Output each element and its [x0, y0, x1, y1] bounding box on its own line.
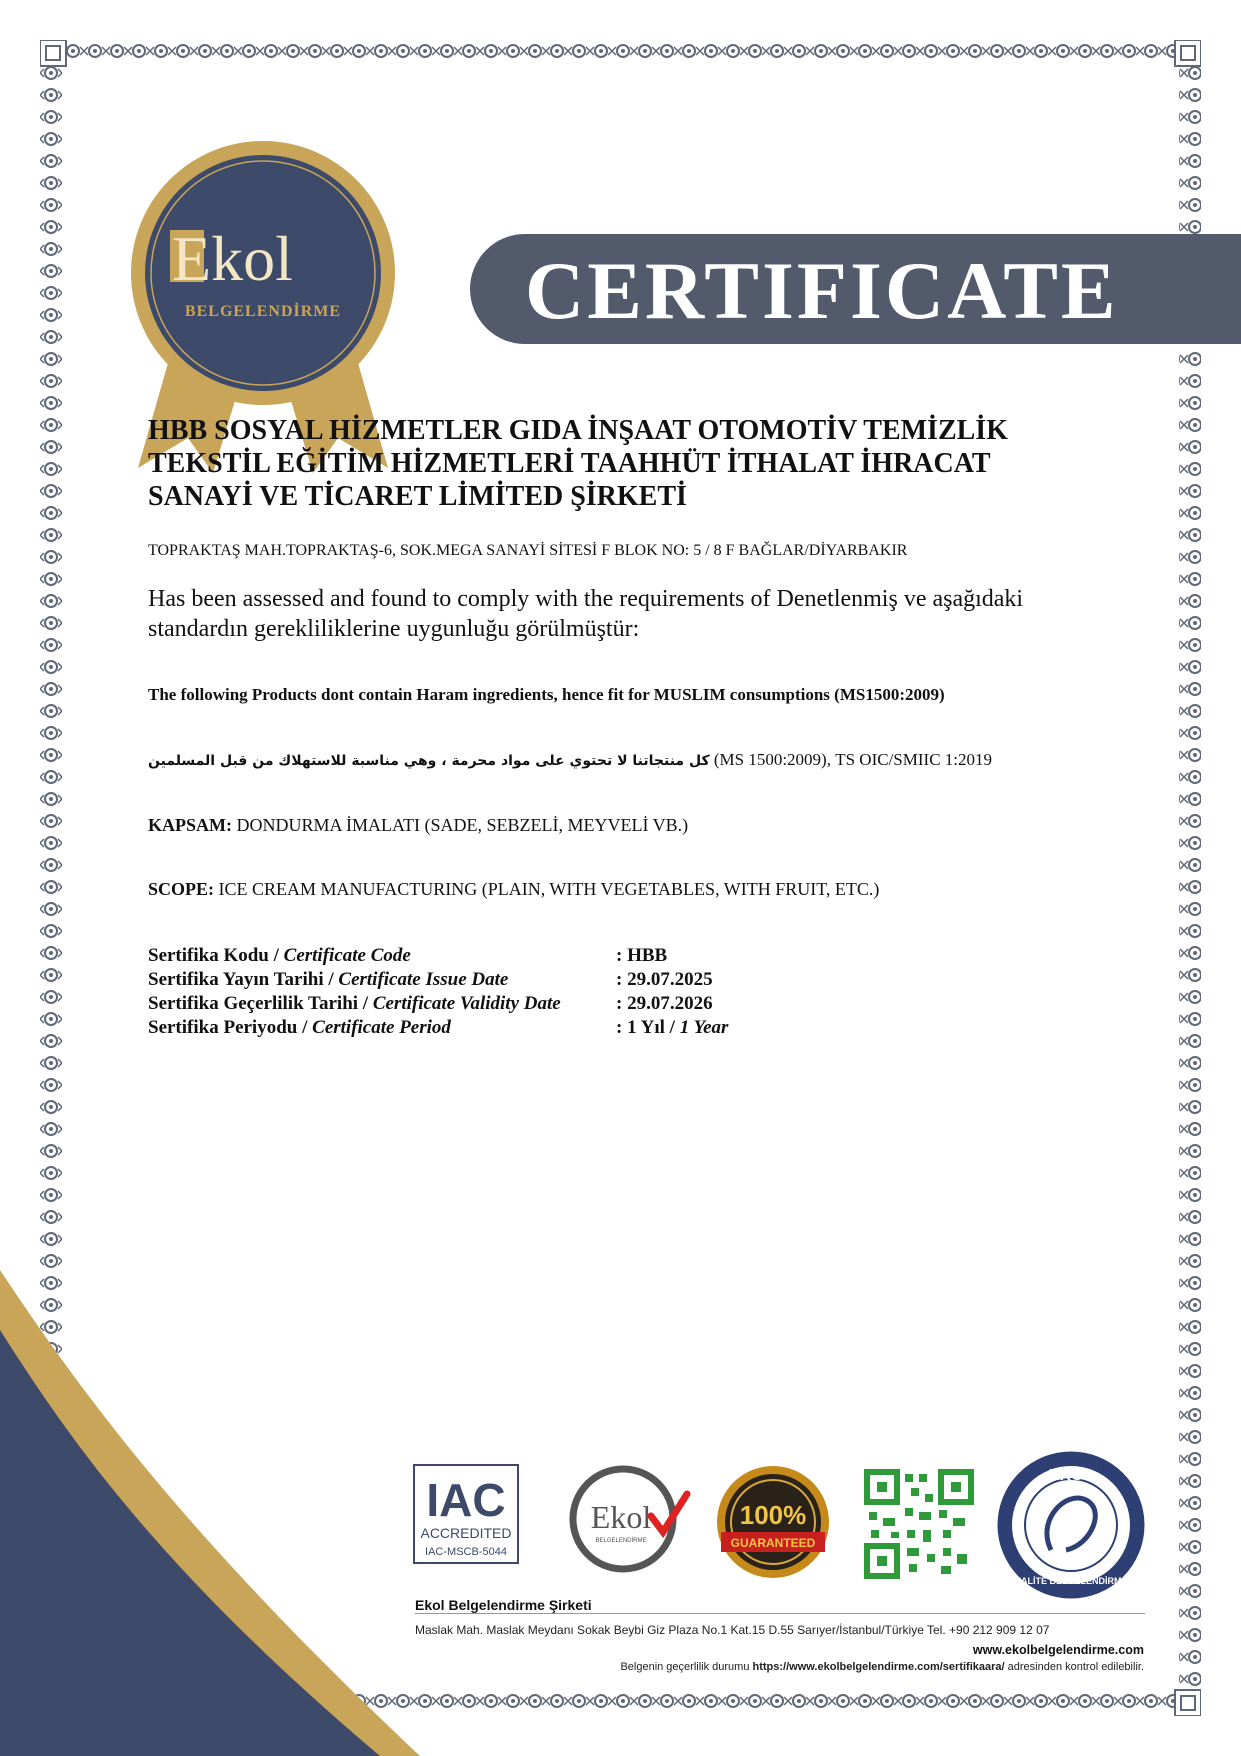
guarantee-label: GUARANTEED — [730, 1536, 816, 1550]
seal-logo-subtext: BELGELENDİRME — [184, 303, 342, 320]
certificate-title: CERTIFICATE — [525, 245, 1119, 336]
ekol-check-subtext: BELGELENDİRME — [595, 1538, 647, 1544]
detail-period-value-tr: : 1 Yıl / — [616, 1017, 680, 1038]
company-name: HBB SOSYAL HİZMETLER GIDA İNŞAAT OTOMOTİV TEMİZLİK TEKSTİL EĞİTİM HİZMETLERİ TAAHHÜT İTHALAT İHRACAT SANAYİ VE TİCARET LİMİTED ŞİRKETİ — [148, 415, 1008, 512]
scope-label: SCOPE: — [148, 879, 215, 899]
kalite-top-text: EKOL — [1048, 1467, 1094, 1484]
arabic-text: كل منتجاتنا لا تحتوي على مواد محرمة ، وهي مناسبة للاستهلاك من قبل المسلمين — [148, 753, 710, 769]
ekol-check-text: Ekol — [590, 1499, 652, 1535]
footer-address: Maslak Mah. Maslak Meydanı Sokak Beybi Giz Plaza No.1 Kat.15 D.55 Sarıyer/İstanbul/Türkiye Tel. +90 212 909 12 07 — [415, 1623, 1050, 1637]
detail-row-validity — [148, 992, 728, 1016]
arabic-statement — [148, 750, 992, 770]
standards-text: (MS 1500:2009), TS OIC/SMIIC 1:2019 — [713, 750, 993, 769]
iac-accredited-text: ACCREDITED — [420, 1525, 512, 1541]
kapsam-value: DONDURMA İMALATI (SADE, SEBZELİ, MEYVELİ VB.) — [236, 815, 689, 835]
kalite-belgelendirme-seal — [996, 1450, 1146, 1600]
guarantee-percent: 100% — [739, 1500, 807, 1530]
seal-logo-text: Ekol — [172, 223, 293, 294]
iac-number: IAC-MSCB-5044 — [425, 1546, 507, 1558]
kapsam-label: KAPSAM: — [148, 815, 232, 835]
detail-validity-value: : 29.07.2026 — [616, 993, 713, 1014]
detail-row-code — [148, 944, 728, 968]
qr-code-icon — [863, 1468, 975, 1580]
products-statement: The following Products dont contain Haram ingredients, hence fit for MUSLIM consumptions (MS1500:2009) — [148, 685, 945, 704]
detail-row-issue — [148, 968, 728, 992]
iac-accredited-logo — [413, 1464, 519, 1564]
scope-value: ICE CREAM MANUFACTURING (PLAIN, WITH VEGETABLES, WITH FRUIT, ETC.) — [218, 879, 880, 899]
detail-period-tr: Sertifika Periyodu / — [148, 1017, 313, 1038]
footer-check-suffix: adresinden kontrol edilebilir. — [1004, 1661, 1144, 1673]
detail-code-en: Certificate Code — [283, 945, 411, 966]
detail-issue-tr: Sertifika Yayın Tarihi / — [148, 969, 339, 990]
corner-wave-decoration — [0, 1270, 420, 1756]
assessment-statement: Has been assessed and found to comply with the requirements of Denetlenmiş ve aşağıdaki standardın gerekliliklerine uygunluğu görülmüştür: — [148, 586, 1024, 642]
detail-row-period — [148, 1016, 728, 1040]
accreditation-logos — [413, 1464, 1153, 1596]
detail-validity-tr: Sertifika Geçerlilik Tarihi / — [148, 993, 373, 1014]
detail-issue-en: Certificate Issue Date — [338, 969, 509, 990]
footer-website-link[interactable]: www.ekolbelgelendirme.com — [972, 1643, 1144, 1657]
footer-check-prefix: Belgenin geçerlilik durumu — [620, 1661, 753, 1673]
detail-code-tr: Sertifika Kodu / — [148, 945, 284, 966]
detail-period-en: Certificate Period — [312, 1017, 451, 1038]
kalite-ring-text: KALİTE BELGELENDİRME — [1014, 1576, 1128, 1586]
footer-company-name: Ekol Belgelendirme Şirketi — [415, 1597, 592, 1613]
ekol-check-logo — [563, 1464, 693, 1574]
detail-period-value-en: 1 Year — [679, 1017, 729, 1038]
footer-check-url[interactable]: https://www.ekolbelgelendirme.com/sertifikaara/ — [752, 1661, 1005, 1673]
detail-code-value: : HBB — [616, 945, 668, 966]
detail-validity-en: Certificate Validity Date — [372, 993, 561, 1014]
certificate-details — [148, 944, 728, 1040]
kapsam-line — [148, 815, 688, 836]
footer-verification — [620, 1661, 1144, 1673]
scope-line — [148, 879, 879, 900]
footer-divider — [415, 1613, 1145, 1614]
guarantee-badge — [713, 1464, 833, 1580]
detail-issue-value: : 29.07.2025 — [616, 969, 713, 990]
company-address: TOPRAKTAŞ MAH.TOPRAKTAŞ-6, SOK.MEGA SANAYİ SİTESİ F BLOK NO: 5 / 8 F BAĞLAR/DİYARBAKIR — [148, 542, 908, 559]
iac-title: IAC — [426, 1474, 506, 1526]
